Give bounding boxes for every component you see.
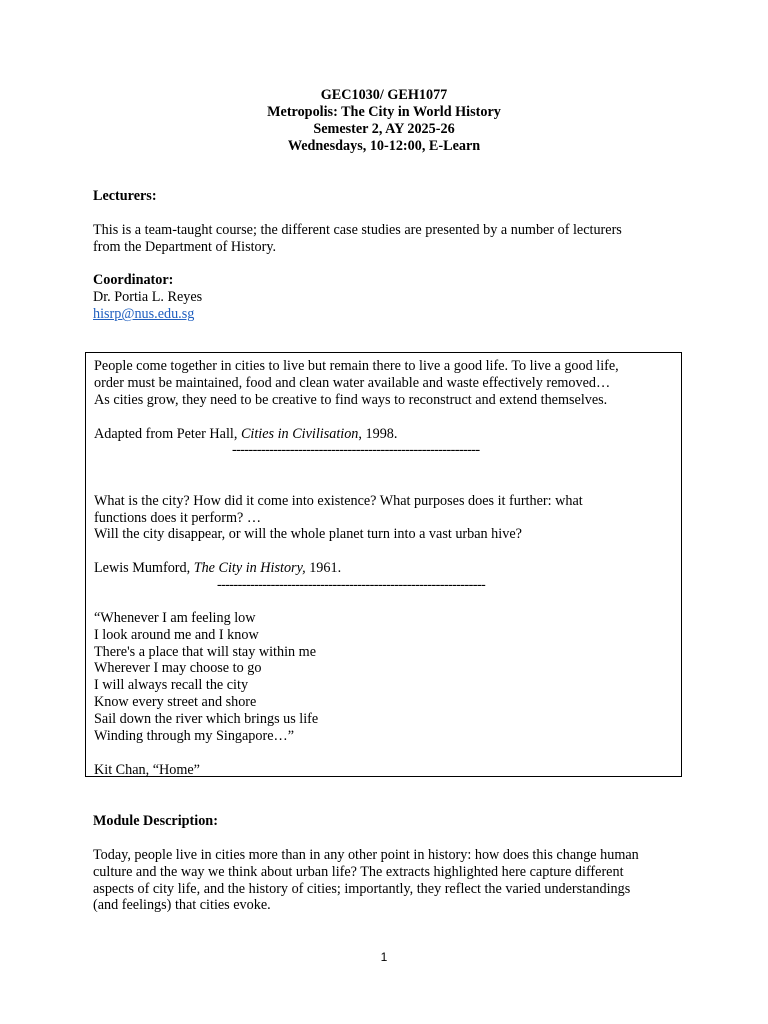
- chan-quote-source: Kit Chan, “Home”: [94, 762, 200, 778]
- module-description-heading: Module Description:: [93, 813, 218, 829]
- chan-lyric-line-2: I look around me and I know: [94, 627, 259, 643]
- page-number: 1: [380, 950, 388, 964]
- mumford-quote-line-1: What is the city? How did it come into existence? What purposes does it further: what: [94, 493, 583, 509]
- mumford-quote-line-2: functions does it perform? …: [94, 510, 262, 526]
- hall-quote-line-2: order must be maintained, food and clean water available and waste effectively removed…: [94, 375, 611, 391]
- lecturers-text-line-2: from the Department of History.: [93, 239, 277, 255]
- coordinator-name: Dr. Portia L. Reyes: [93, 289, 203, 305]
- mumford-source-suffix: 1961.: [305, 560, 342, 576]
- chan-lyric-line-7: Sail down the river which brings us life: [94, 711, 319, 727]
- hall-quote-line-1: People come together in cities to live but remain there to live a good life. To live a good life,: [94, 358, 619, 374]
- module-description-line-3: aspects of city life, and the history of cities; importantly, they reflect the varied understandings: [93, 881, 631, 897]
- quote-divider-2: -----------------------------------------------------------------: [217, 577, 486, 593]
- quote-divider-1: ------------------------------------------------------------: [232, 442, 480, 458]
- course-code: GEC1030/ GEH1077: [320, 87, 448, 103]
- hall-source-title: Cities in Civilisation: [240, 426, 359, 442]
- course-header: [0, 87, 768, 155]
- coordinator-heading: Coordinator:: [93, 272, 174, 288]
- lecturers-text-line-1: This is a team-taught course; the different case studies are presented by a number of lecturers: [93, 222, 622, 238]
- hall-quote-source: [94, 426, 397, 443]
- hall-source-prefix: Adapted from Peter Hall,: [94, 426, 241, 442]
- chan-lyric-line-1: “Whenever I am feeling low: [94, 610, 256, 626]
- chan-lyric-line-6: Know every street and shore: [94, 694, 257, 710]
- lecturers-heading: Lecturers:: [93, 188, 157, 204]
- chan-lyric-line-4: Wherever I may choose to go: [94, 660, 262, 676]
- module-description-line-4: (and feelings) that cities evoke.: [93, 897, 271, 913]
- quotes-box: [85, 352, 682, 777]
- chan-lyric-line-3: There's a place that will stay within me: [94, 644, 316, 660]
- chan-lyric-line-8: Winding through my Singapore…”: [94, 728, 294, 744]
- module-description-line-1: Today, people live in cities more than in any other point in history: how does this change human: [93, 847, 639, 863]
- mumford-source-prefix: Lewis Mumford,: [94, 560, 194, 576]
- hall-quote-line-3: As cities grow, they need to be creative to find ways to reconstruct and extend themselves.: [94, 392, 608, 408]
- hall-source-suffix: , 1998.: [358, 426, 398, 442]
- mumford-quote-source: [94, 560, 341, 577]
- mumford-quote-line-3: Will the city disappear, or will the whole planet turn into a vast urban hive?: [94, 526, 522, 542]
- module-description-line-2: culture and the way we think about urban life? The extracts highlighted here capture different: [93, 864, 624, 880]
- course-title: Metropolis: The City in World History: [267, 104, 501, 120]
- coordinator-email-link[interactable]: hisrp@nus.edu.sg: [93, 306, 195, 322]
- course-schedule: Wednesdays, 10-12:00, E-Learn: [287, 138, 481, 154]
- mumford-source-title: The City in History,: [193, 560, 306, 576]
- chan-lyric-line-5: I will always recall the city: [94, 677, 249, 693]
- course-semester: Semester 2, AY 2025-26: [313, 121, 455, 137]
